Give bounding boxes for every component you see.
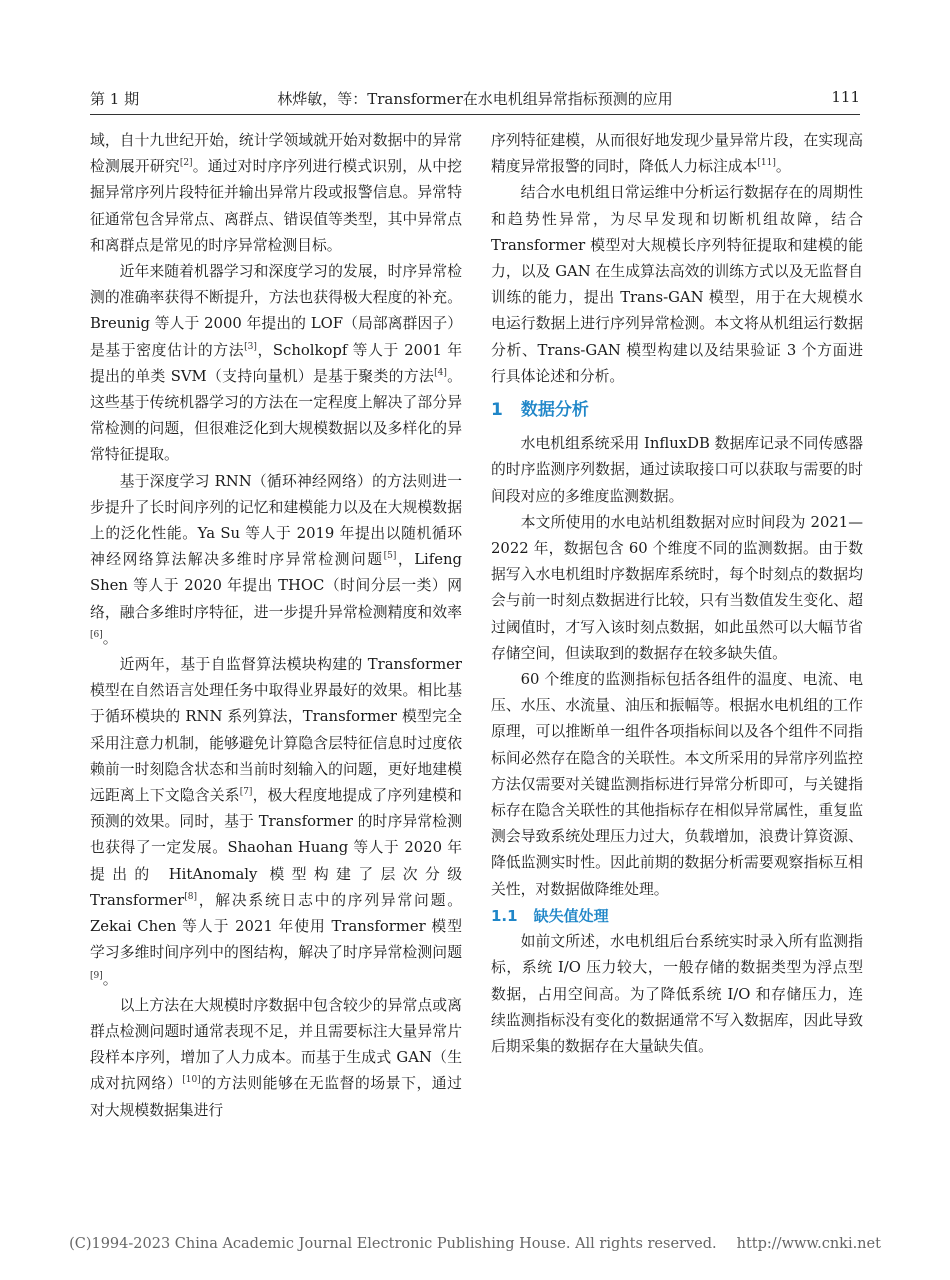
citation[interactable]: [2] — [179, 158, 193, 169]
subsection-number: 1.1 — [491, 906, 518, 925]
subsection-heading — [491, 903, 863, 929]
citation[interactable]: [10] — [182, 1075, 201, 1086]
footer-url[interactable]: http://www.cnki.net — [736, 1236, 881, 1252]
footer — [0, 1236, 950, 1252]
citation[interactable]: [3] — [244, 341, 257, 352]
citation[interactable]: [4] — [434, 367, 447, 378]
citation[interactable]: [8] — [184, 891, 197, 902]
paragraph: 如前文所述，水电机组后台系统实时录入所有监测指标，系统 I/O 压力较大，一般存储的数据类型为浮点型数据，占用空间高。为了降低系统 I/O 和存储压力，连续监测指标没有变化的数据通常不写入数据库，因此导致后期采集的数据存在大量缺失值。 — [491, 933, 863, 1055]
citation[interactable]: [9] — [90, 970, 103, 981]
right-column — [491, 128, 863, 1060]
paragraph: 基于深度学习 RNN（循环神经网络）的方法则进一步提升了长时间序列的记忆和建模能力以及在大规模数据上的泛化性能。Ya Su 等人于 2019 年提出以随机循环神经网络算法解决多维时序异常检测问题[5]，Lifeng Shen 等人于 2020 年提出 THOC（时间分层一类）网络，融合多维时序特征，进一步提升异常检测精度和效率[6]。 — [90, 472, 462, 647]
paragraph: 以上方法在大规模时序数据中包含较少的异常点或离群点检测问题时通常表现不足，并且需要标注大量异常片段样本序列，增加了人力成本。而基于生成式 GAN（生成对抗网络）[10]的方法则能够在无监督的场景下，通过对大规模数据集进行 — [90, 996, 462, 1119]
paragraph: 近年来随着机器学习和深度学习的发展，时序异常检测的准确率获得不断提升，方法也获得极大程度的补充。Breunig 等人于 2000 年提出的 LOF（局部离群因子）是基于密度估计的方法[3]，Scholkopf 等人于 2001 年提出的单类 SVM（支持向量机）是基于聚类的方法[4]。这些基于传统机器学习的方法在一定程度上解决了部分异常检测的问题，但很难泛化到大规模数据以及多样化的异常特征提取。 — [90, 263, 462, 464]
header-rule — [90, 114, 860, 115]
citation[interactable]: [11] — [757, 158, 776, 169]
paragraph: 近两年，基于自监督算法模块构建的 Transformer 模型在自然语言处理任务中取得业界最好的效果。相比基于循环模块的 RNN 系列算法，Transformer 模型完全采用注意力机制，能够避免计算隐含层特征信息时过度依赖前一时刻隐含状态和当前时刻输入的问题，更好地建模远距离上下文隐含关系[7]，极大程度地提成了序列建模和预测的效果。同时，基于 Transformer 的时序异常检测也获得了一定发展。Shaohan Huang 等人于 2020 年提出的 HitAnomaly 模型构建了层次分级 Transformer[8]，解决系统日志中的序列异常问题。Zekai Chen 等人于 2021 年使用 Transformer 模型学习多维时间序列中的图结构，解决了时序异常检测问题[9]。 — [90, 656, 462, 988]
section-title: 数据分析 — [520, 400, 589, 421]
paragraph: 序列特征建模，从而很好地发现少量异常片段，在实现高精度异常报警的同时，降低人力标注成本[11]。 — [491, 132, 863, 176]
paragraph: 60 个维度的监测指标包括各组件的温度、电流、电压、水压、水流量、油压和振幅等。根据水电机组的工作原理，可以推断单一组件各项指标间以及各个组件不同指标间必然存在隐含的关联性。本文所采用的异常序列监控方法仅需要对关键监测指标进行异常分析即可，与关键指标存在隐含关联性的其他指标存在相似异常属性，重复监测会导致系统处理压力过大，负载增加，浪费计算资源、降低监测实时性。因此前期的数据分析需要观察指标互相关性，对数据做降维处理。 — [491, 671, 863, 898]
page-number: 111 — [831, 88, 860, 106]
running-header — [90, 88, 860, 112]
paragraph: 结合水电机组日常运维中分析运行数据存在的周期性和趋势性异常，为尽早发现和切断机组故障，结合 Transformer 模型对大规模长序列特征提取和建模的能力，以及 GAN 在生成算法高效的训练方式以及无监督自训练的能力，提出 Trans-GAN 模型，用于在大规模水电运行数据上进行序列异常检测。本文将从机组运行数据分析、Trans-GAN 模型构建以及结果验证 3 个方面进行具体论述和分析。 — [491, 184, 863, 385]
paragraph: 本文所使用的水电站机组数据对应时间段为 2021—2022 年，数据包含 60 个维度不同的监测数据。由于数据写入水电机组时序数据库系统时，每个时刻点的数据均会与前一时刻点数据进行比较，只有当数值发生变化、超过阈值时，才写入该时刻点数据，如此虽然可以大幅节省存储空间，但读取到的数据存在较多缺失值。 — [491, 513, 863, 662]
paragraph: 域，自十九世纪开始，统计学领域就开始对数据中的异常检测展开研究[2]。通过对时序序列进行模式识别，从中挖掘异常序列片段特征并输出异常片段或报警信息。异常特征通常包含异常点、离群点、错误值等类型，其中异常点和离群点是常见的时序异常检测目标。 — [90, 132, 462, 254]
citation[interactable]: [5] — [383, 551, 397, 562]
paragraph: 水电机组系统采用 InfluxDB 数据库记录不同传感器的时序监测序列数据，通过读取接口可以获取与需要的时间段对应的多维度监测数据。 — [491, 435, 863, 505]
citation[interactable]: [6] — [90, 629, 103, 640]
left-column — [90, 128, 462, 1124]
citation[interactable]: [7] — [239, 787, 253, 798]
section-heading — [491, 397, 863, 423]
issue-number: 第 1 期 — [90, 90, 140, 108]
running-title: 林烨敏，等：Transformer在水电机组异常指标预测的应用 — [277, 90, 673, 108]
subsection-title: 缺失值处理 — [533, 906, 609, 925]
section-number: 1 — [491, 400, 503, 421]
copyright-notice: (C)1994-2023 China Academic Journal Electronic Publishing House. All rights reserved. — [69, 1236, 717, 1252]
